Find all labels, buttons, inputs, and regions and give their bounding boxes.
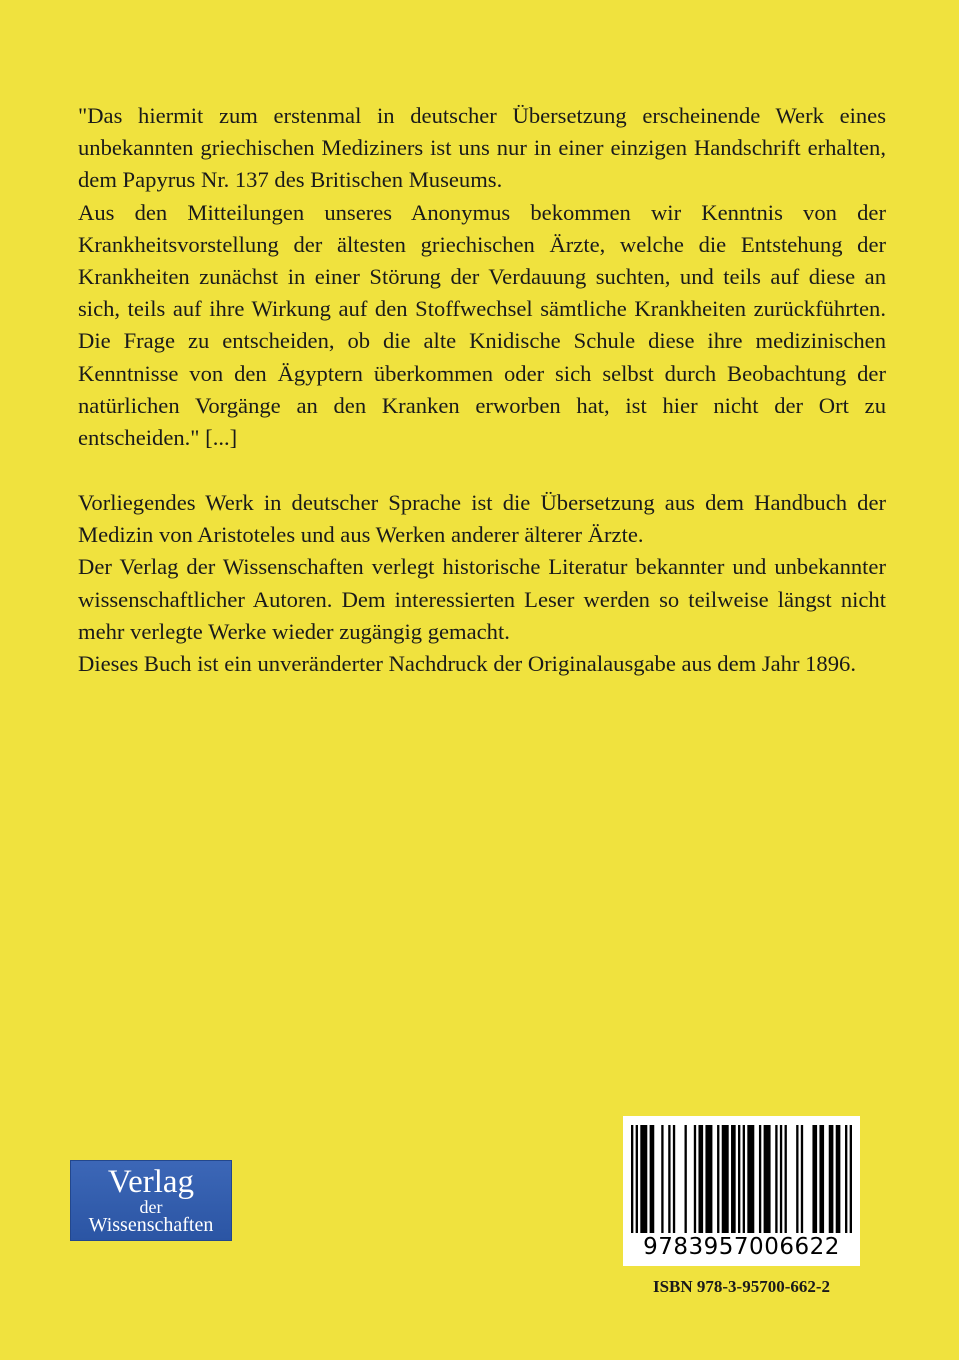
barcode-bar xyxy=(796,1125,798,1233)
barcode-bars xyxy=(631,1125,852,1233)
blurb-text: Dieses Buch ist ein unveränderter Nachdruck der Originalausgabe aus dem Jahr 1896. xyxy=(78,651,856,677)
barcode xyxy=(623,1116,860,1266)
barcode-bar xyxy=(631,1125,633,1233)
barcode-bar xyxy=(738,1125,740,1233)
barcode-bar xyxy=(743,1125,745,1233)
blurb-text: Aus den Mitteilungen unseres Anonymus bekommen wir Kenntnis von der Krankheitsvorstellung der ältesten griechischen Ärzte, welche die Entstehung der Krankheiten zunächst in einer Störung der Verdauung suchten, und teils auf diese an sich, teils auf ihre Wirkung auf den Stoffwechsel sämtliche Krankheiten zurückführten. Die Frage zu entscheiden, ob die alte Knidische Schule diese ihre medizinischen Kenntnisse von den Ägyptern überkommen oder sich selbst durch Beobachtung der natürlichen Vorgänge an den Kranken erworben hat, ist hier nicht der Ort zu entscheiden." [...] xyxy=(78,199,886,451)
blurb-paragraph-quote xyxy=(78,100,886,454)
blurb-text: Vorliegendes Werk in deutscher Sprache ist die Übersetzung aus dem Handbuch der Medizin von Aristoteles und aus Werken anderer älterer Ärzte. xyxy=(78,490,886,548)
barcode-bar xyxy=(836,1125,841,1233)
barcode-bar xyxy=(775,1125,777,1233)
barcode-bar xyxy=(685,1125,687,1233)
barcode-bar xyxy=(705,1125,712,1233)
logo-line-wissenschaften: Wissenschaften xyxy=(88,1214,214,1236)
barcode-bar xyxy=(845,1125,847,1233)
isbn-label: ISBN 978-3-95700-662-2 xyxy=(652,1277,831,1296)
barcode-bar xyxy=(640,1125,647,1233)
barcode-bar xyxy=(650,1125,655,1233)
barcode-digits: 9783957006622 xyxy=(643,1234,840,1260)
barcode-bar xyxy=(694,1125,696,1233)
barcode-bar xyxy=(812,1125,817,1233)
logo-line-verlag: Verlag xyxy=(107,1164,195,1200)
barcode-bar xyxy=(661,1125,663,1233)
logo-line-der: der xyxy=(139,1197,163,1217)
barcode-bar xyxy=(759,1125,761,1233)
barcode-bar xyxy=(717,1125,719,1233)
blurb-paragraph-description xyxy=(78,487,886,680)
blurb-text: Der Verlag der Wissenschaften verlegt historische Literatur bekannter und unbekannter wissenschaftlicher Autoren. Dem interessierten Leser werden so teilweise längst nicht mehr verlegte Werke wieder zugängig gemacht. xyxy=(78,554,886,644)
barcode-bar xyxy=(764,1125,771,1233)
blurb-text: "Das hiermit zum erstenmal in deutscher Übersetzung erscheinende Werk eines unbekannten griechischen Mediziners ist uns nur in einer einzigen Handschrift erhalten, dem Papyrus Nr. 137 des Britischen Museums. xyxy=(78,103,886,193)
barcode-bar xyxy=(673,1125,675,1233)
barcode-bar xyxy=(801,1125,803,1233)
barcode-bar xyxy=(668,1125,670,1233)
barcode-bar xyxy=(780,1125,782,1233)
barcode-bar xyxy=(850,1125,852,1233)
publisher-logo xyxy=(70,1160,232,1241)
barcode-bar xyxy=(731,1125,736,1233)
barcode-bar xyxy=(785,1125,787,1233)
barcode-bar xyxy=(829,1125,834,1233)
barcode-bar xyxy=(636,1125,638,1233)
barcode-bar xyxy=(722,1125,729,1233)
barcode-bar xyxy=(747,1125,754,1233)
barcode-bar xyxy=(819,1125,824,1233)
barcode-bar xyxy=(698,1125,703,1233)
